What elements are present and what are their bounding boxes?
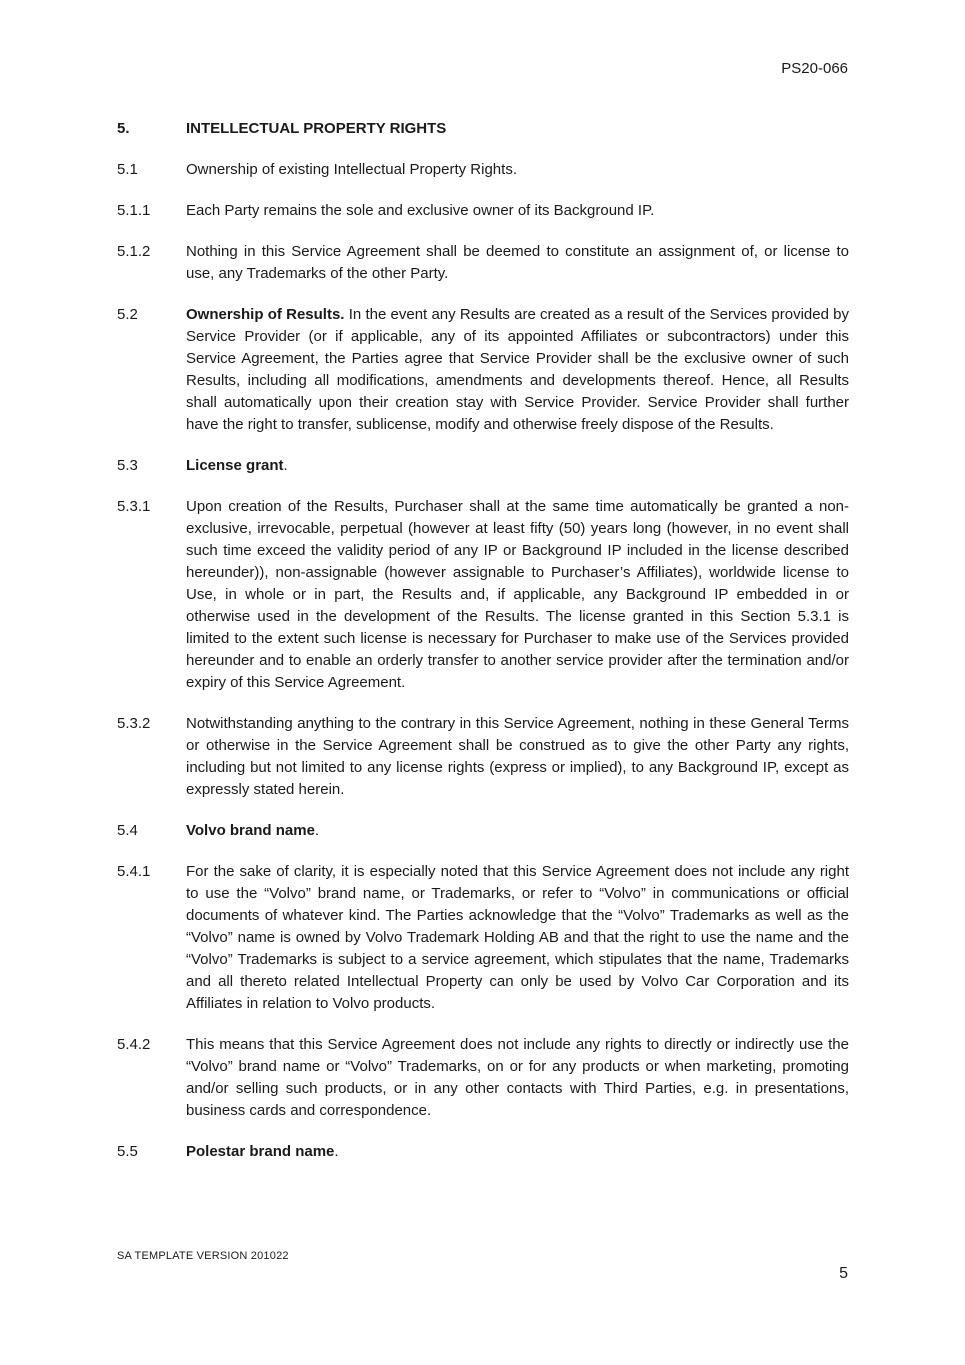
clause-body: . — [283, 457, 288, 474]
clause-5-2 — [117, 304, 849, 436]
clause-number: 5.4 — [117, 822, 138, 839]
clause-5-3 — [117, 455, 849, 477]
clause-body: . — [334, 1143, 339, 1160]
clause-number: 5.1.1 — [117, 202, 151, 219]
clause-title: Polestar brand name — [186, 1143, 335, 1160]
page-number: 5 — [839, 1265, 848, 1282]
clause-text: For the sake of clarity, it is especially noted that this Service Agreement does not include any right to use the “Volvo” brand name, or Trademarks, or refer to “Volvo” in communications or official documents of whatever kind. The Parties acknowledge that the “Volvo” Trademarks as well as the “Volvo” name is owned by Volvo Trademark Holding AB and that the right to use the name and the “Volvo” Trademarks is subject to a service agreement, which stipulates that the name, Trademarks and all thereto related Intellectual Property can only be used by Volvo Car Corporation and its Affiliates in relation to Volvo products. — [186, 863, 849, 1012]
clause-5-5 — [117, 1141, 849, 1163]
clause-5-1 — [117, 159, 849, 181]
clause-number: 5.4.1 — [117, 863, 151, 880]
clause-5-3-2 — [117, 713, 849, 801]
clause-text: Upon creation of the Results, Purchaser shall at the same time automatically be granted a non-exclusive, irrevocable, perpetual (however at least fifty (50) years long (however, in no event shall such time exceed the validity period of any IP or Background IP included in the license described hereunder)), non-assignable (however assignable to Purchaser’s Affiliates), worldwide license to Use, in whole or in part, the Results and, if applicable, any Background IP embedded in or otherwise used in the development of the Results. The license granted in this Section 5.3.1 is limited to the extent such license is necessary for Purchaser to make use of the Services provided hereunder and to enable an orderly transfer to another service provider after the termination and/or expiry of this Service Agreement. — [186, 498, 849, 691]
clause-text: Notwithstanding anything to the contrary in this Service Agreement, nothing in these General Terms or otherwise in the Service Agreement shall be construed as to give the other Party any rights, including but not limited to any license rights (express or implied), to any Background IP, except as expressly stated herein. — [186, 715, 849, 798]
document-reference: PS20-066 — [781, 60, 848, 77]
clause-number: 5.5 — [117, 1143, 138, 1160]
clause-text: Ownership of existing Intellectual Property Rights. — [186, 161, 517, 178]
clause-text — [186, 820, 849, 842]
clause-text — [186, 1141, 849, 1163]
clause-5-3-1 — [117, 496, 849, 694]
clause-number: 5.3 — [117, 457, 138, 474]
document-body — [117, 118, 849, 1182]
clause-text — [186, 304, 849, 436]
clause-title: License grant — [186, 457, 284, 474]
clause-title: Volvo brand name — [186, 822, 315, 839]
clause-body: . — [314, 822, 320, 839]
clause-5-1-1 — [117, 200, 849, 222]
clause-5-4-2 — [117, 1034, 849, 1122]
clause-text — [186, 455, 849, 477]
clause-number: 5.1 — [117, 161, 138, 178]
clause-text: Each Party remains the sole and exclusive owner of its Background IP. — [186, 202, 655, 219]
clause-5-4-1 — [117, 861, 849, 1015]
clause-body: In the event any Results are created as a result of the Services provided by Service Provider (or if applicable, any of its appointed Affiliates or subcontractors) under this Service Agreement, the Parties agree that Service Provider shall be the exclusive owner of such Results, including all modifications, amendments and developments thereof. Hence, all Results shall automatically upon their creation stay with Service Provider. Service Provider shall further have the right to transfer, sublicense, modify and otherwise freely dispose of the Results. — [186, 306, 850, 433]
clause-5-4 — [117, 820, 849, 842]
section-heading — [117, 118, 849, 140]
clause-title: INTELLECTUAL PROPERTY RIGHTS — [186, 120, 447, 137]
clause-5-1-2 — [117, 241, 849, 285]
clause-number: 5. — [117, 120, 130, 137]
clause-number: 5.3.1 — [117, 498, 151, 515]
clause-text: This means that this Service Agreement does not include any rights to directly or indirectly use the “Volvo” brand name or “Volvo” Trademarks, on or for any products or when marketing, promoting and/or selling such products, or in any other contacts with Third Parties, e.g. in presentations, business cards and correspondence. — [186, 1036, 849, 1119]
template-version: SA TEMPLATE VERSION 201022 — [117, 1250, 289, 1262]
clause-number: 5.4.2 — [117, 1036, 151, 1053]
clause-number: 5.1.2 — [117, 243, 151, 260]
clause-text: Nothing in this Service Agreement shall be deemed to constitute an assignment of, or license to use, any Trademarks of the other Party. — [186, 243, 849, 282]
clause-number: 5.2 — [117, 306, 138, 323]
clause-number: 5.3.2 — [117, 715, 151, 732]
clause-title: Ownership of Results. — [186, 306, 345, 323]
